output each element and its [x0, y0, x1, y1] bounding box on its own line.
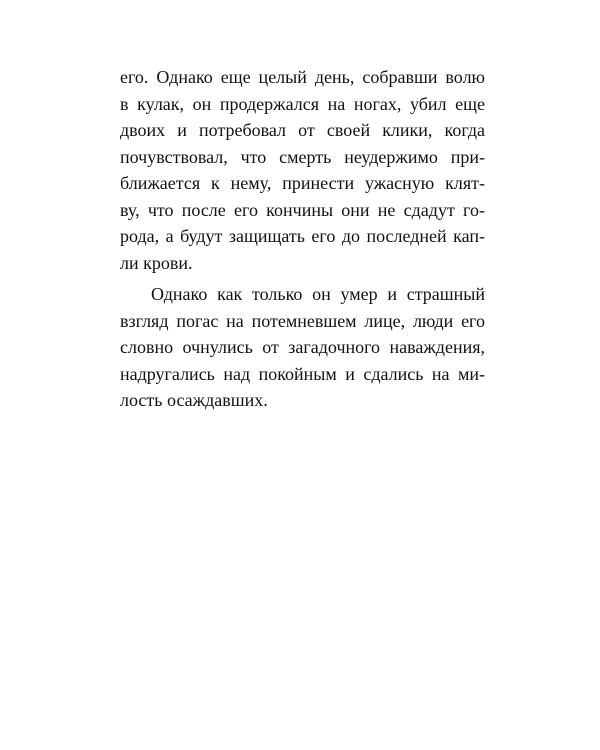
paragraph-2 [120, 281, 485, 414]
text-line: ли крови. [120, 252, 193, 273]
text-line: словно очнулись от загадочного наваждения, [120, 337, 485, 357]
body-text [120, 64, 485, 414]
text-line: Однако как только он умер и страшный [151, 284, 485, 304]
text-line: его. Однако еще целый день, собравши волю [120, 67, 485, 87]
text-line: рода, а будут защищать его до последней кап- [120, 226, 485, 246]
text-line: взгляд погас на потемневшем лице, люди его [120, 310, 485, 331]
text-line: ву, что после его кончины они не сдадут го- [120, 199, 485, 220]
text-line: ближается к нему, принести ужасную клят- [120, 173, 485, 193]
text-line: в кулак, он продержался на ногах, убил еще [120, 93, 485, 114]
text-line: двоих и потребовал от своей клики, когда [120, 120, 485, 140]
text-line: надругались над покойным и сдались на ми- [120, 363, 485, 384]
text-line: почувствовал, что смерть неудержимо при- [120, 146, 485, 167]
paragraph-1 [120, 64, 485, 276]
text-line: лость осаждавших. [120, 390, 268, 410]
